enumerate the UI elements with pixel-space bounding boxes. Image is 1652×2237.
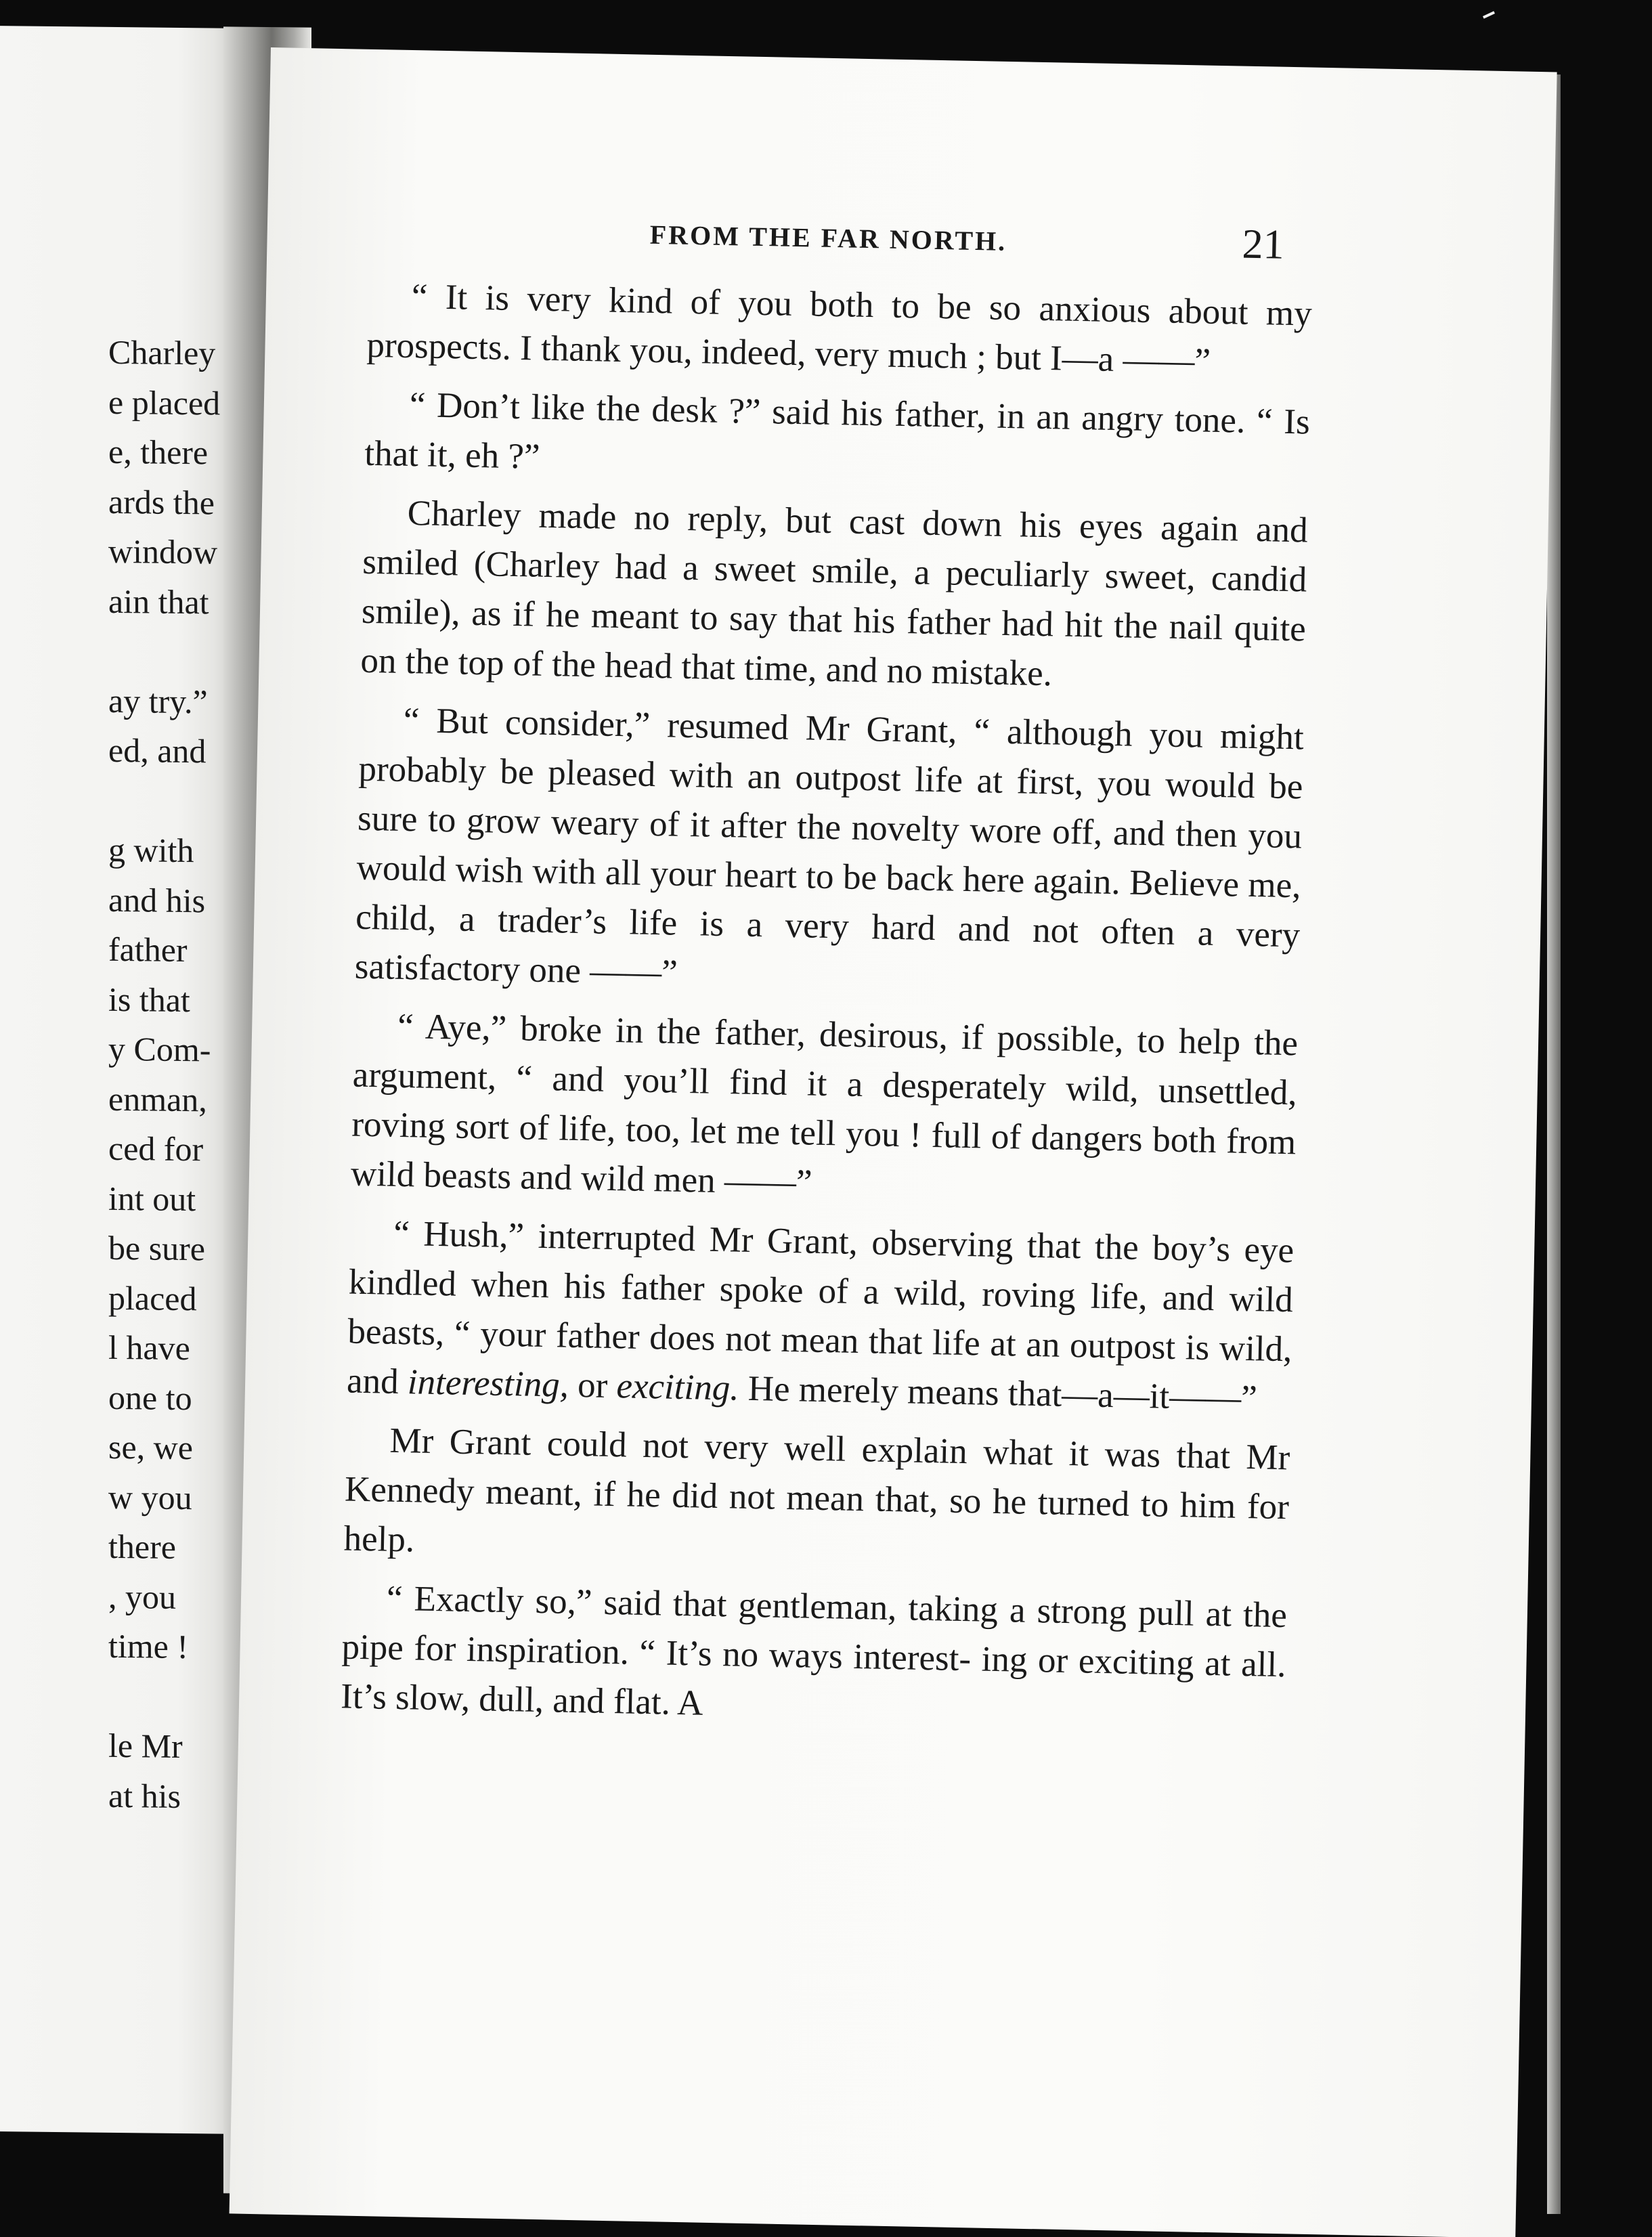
italic-word: interesting, <box>407 1362 569 1405</box>
page-number: 21 <box>1242 221 1285 268</box>
paragraph-text: or <box>568 1365 617 1406</box>
scan-mark <box>1483 11 1495 18</box>
facing-left-page <box>0 26 237 2134</box>
paragraph: “ Aye,” broke in the father, desirous, if possible, to help the argument, “ and you’ll find it a desperately wild, unsettled, roving sort of life, too, let me tell you ! full of dangers both from wild beasts and wild men ——” <box>350 1006 1299 1202</box>
paragraph: Charley made no reply, but cast down his eyes again and smiled (Charley had a sweet smile, a peculiarly sweet, candid smile), as if he meant to say that his father had hit the nail quite on the top of the head that time, and no mistake. <box>360 494 1309 694</box>
left-page-text: Charley e placed e, there ards the window ain that ay try.” ed, and g with and his father is that y Com- enman, ced for int out be sure placed l have one to se, we w you there , you time ! le Mr at his <box>108 332 221 1815</box>
body-text <box>340 272 1312 1749</box>
paragraph: “ Don’t like the desk ?” said his father, in an angry tone. “ Is that it, eh ?” <box>364 385 1311 477</box>
italic-word: exciting. <box>616 1366 740 1408</box>
paragraph-text: “ Hush,” interrupted Mr Grant, observing that the boy’s eye kindled when his father spoke of a wild, roving life, and wild beasts, “ your father does not mean that life at an outpost is wild, and <box>346 1213 1295 1402</box>
paragraph-text: He merely means that—a—it——” <box>738 1368 1258 1418</box>
book-page <box>230 47 1557 2237</box>
paragraph: “ Exactly so,” said that gentleman, taking a strong pull at the pipe for inspiration. “ It’s no ways interest- ing or exciting at all. It’s slow, dull, and flat. A <box>340 1578 1288 1723</box>
paragraph: “ It is very kind of you both to be so anxious about my prospects. I thank you, indeed, very much ; but I—a ——” <box>366 277 1313 381</box>
paragraph <box>347 1209 1295 1425</box>
paragraph: Mr Grant could not very well explain what it was that Mr Kennedy meant, if he did not mean that, so he turned to him for help. <box>343 1420 1290 1560</box>
paragraph: “ But consider,” resumed Mr Grant, “ although you might probably be pleased with an outpost life at first, you would be sure to grow weary of it after the novelty wore off, and then you would wish with all your heart to be back here again. Believe me, child, a trader’s life is a very hard and not often a very satisfactory one ——” <box>354 700 1305 993</box>
running-head: FROM THE FAR NORTH. <box>649 219 1007 257</box>
